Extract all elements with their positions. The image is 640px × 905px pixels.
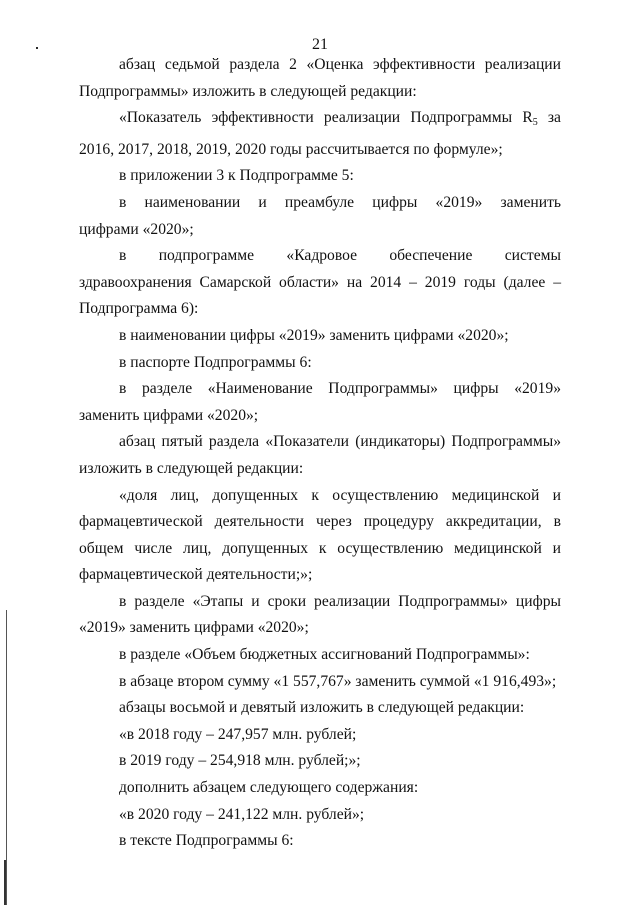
paragraph: в паспорте Подпрограммы 6: [119,353,312,371]
paragraph: в разделе «Объем бюджетных ассигнований Подпрограммы»: [119,646,530,664]
paragraph: «в 2020 году – 241,122 млн. рублей»; [119,805,365,823]
paragraph: в наименовании и преамбуле цифры «2019» заменить [119,193,561,211]
document-body [79,52,561,855]
paragraph: в 2019 году – 254,918 млн. рублей;»; [119,752,361,770]
paragraph: абзац пятый раздела «Показатели (индикаторы) Подпрограммы» изложить в следующей редакции: [79,433,561,477]
paragraph-continuation: цифрами «2020»; [79,220,194,238]
scan-artifact [6,610,7,905]
paragraph: в разделе «Наименование Подпрограммы» цифры «2019» заменить цифрами «2020»; [79,380,561,424]
paragraph: дополнить абзацем следующего содержания: [119,779,419,797]
paragraph: «доля лиц, допущенных к осуществлению медицинской и фармацевтической деятельности через процедуру аккредитации, в общем числе лиц, допущенных к осуществлению медицинской и фармацевтической деятельности;»; [79,486,561,584]
paragraph: абзацы восьмой и девятый изложить в следующей редакции: [119,699,525,717]
paragraph: в наименовании цифры «2019» заменить цифрами «2020»; [119,326,509,344]
paragraph: в тексте Подпрограммы 6: [119,832,294,850]
paragraph: в абзаце втором сумму «1 557,767» заменить суммой «1 916,493»; [119,672,557,690]
paragraph: в разделе «Этапы и сроки реализации Подпрограммы» цифры «2019» заменить цифрами «2020»; [79,592,561,637]
paragraph: в приложении 3 к Подпрограмме 5: [119,167,354,185]
scan-artifact [4,860,6,905]
paragraph: в подпрограмме «Кадровое обеспечение системы здравоохранения Самарской области» на 2014 – 2019 годы (далее – Подпрограмма 6): [79,247,561,318]
paragraph: «в 2018 году – 247,957 млн. рублей; [119,725,357,743]
page-number: 21 [312,36,328,53]
paragraph-text: за 2016, 2017, 2018, 2019, 2020 годы рассчитывается по формуле»; [79,109,561,158]
paragraph [79,105,561,163]
paragraph-text: «Показатель эффективности реализации Подпрограммы R [119,109,533,127]
subscript-index: 5 [532,117,538,129]
paragraph: абзац седьмой раздела 2 «Оценка эффективности реализации Подпрограммы» изложить в следующей редакции: [79,56,561,100]
